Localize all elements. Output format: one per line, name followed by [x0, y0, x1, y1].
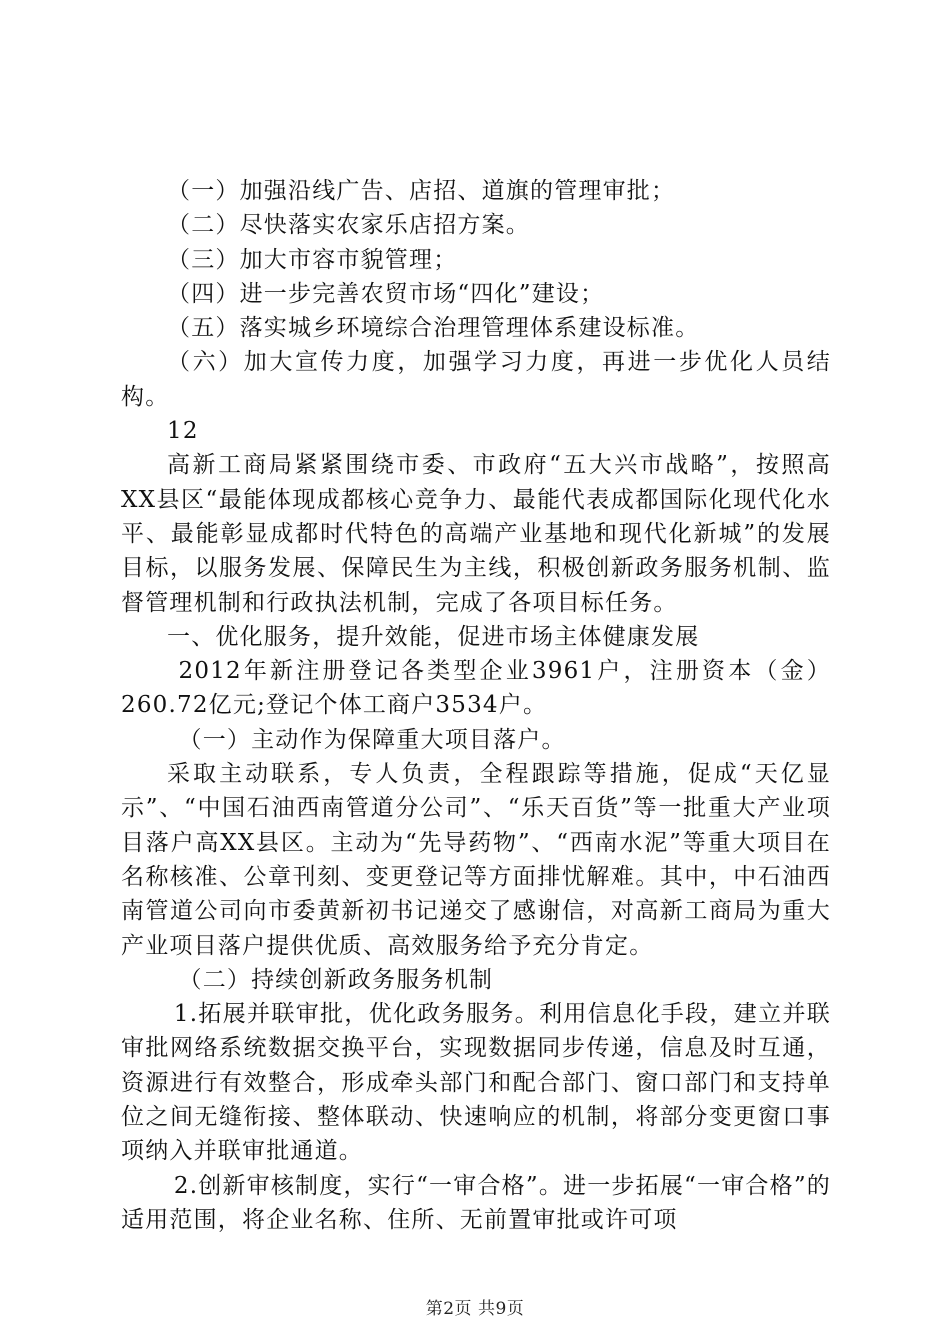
paragraph-item-6: （六）加大宣传力度，加强学习力度，再进一步优化人员结构。 [121, 349, 831, 410]
numbered-item-1: 1.拓展并联审批，优化政务服务。利用信息化手段，建立并联审批网络系统数据交换平台，实现数据同步传递，信息及时互通，资源进行有效整合，形成牵头部门和配合部门、窗口部门和支持单位之间无缝衔接、整体联动、快速响应的机制，将部分变更窗口事项纳入并联审批通道。 [121, 1001, 831, 1165]
section-number: 12 [167, 418, 199, 445]
document-body [121, 174, 831, 1237]
subheading-1: （一）主动作为保障重大项目落户。 [178, 726, 566, 753]
paragraph-item-1: （一）加强沿线广告、店招、道旗的管理审批； [167, 178, 676, 204]
numbered-item-2: 2.创新审核制度，实行“一审合格”。进一步拓展“一审合格”的适用范围，将企业名称、住所、无前置审批或许可项 [121, 1172, 831, 1233]
subheading-2: （二）持续创新政务服务机制 [178, 966, 494, 993]
paragraph-item-4: （四）进一步完善农贸市场“四化”建设； [167, 280, 605, 307]
project-paragraph: 采取主动联系，专人负责，全程跟踪等措施，促成“天亿显示”、“中国石油西南管道分公司”、“乐天百货”等一批重大产业项目落户高XX县区。主动为“先导药物”、“西南水泥”等重大项目在名称核准、公章刊刻、变更登记等方面排忧解难。其中，中石油西南管道公司向市委黄新初书记递交了感谢信，对高新工商局为重大产业项目落户提供优质、高效服务给予充分肯定。 [121, 761, 831, 959]
stats-paragraph: 2012年新注册登记各类型企业3961户，注册资本（金）260.72亿元;登记个体工商户3534户。 [121, 658, 831, 719]
page-footer: 第2页 共9页 [425, 1299, 525, 1319]
paragraph-item-3: （三）加大市容市貌管理； [167, 246, 458, 273]
intro-paragraph: 高新工商局紧紧围绕市委、市政府“五大兴市战略”，按照高XX县区“最能体现成都核心竞争力、最能代表成都国际化现代化水平、最能彰显成都时代特色的高端产业基地和现代化新城”的发展目标，以服务发展、保障民生为主线，积极创新政务服务机制、监督管理机制和行政执法机制，完成了各项目标任务。 [121, 452, 831, 616]
paragraph-item-5: （五）落实城乡环境综合治理管理体系建设标准。 [167, 315, 700, 342]
section-heading-1: 一、优化服务，提升效能，促进市场主体健康发展 [167, 623, 700, 650]
paragraph-item-2: （二）尽快落实农家乐店招方案。 [167, 212, 530, 239]
